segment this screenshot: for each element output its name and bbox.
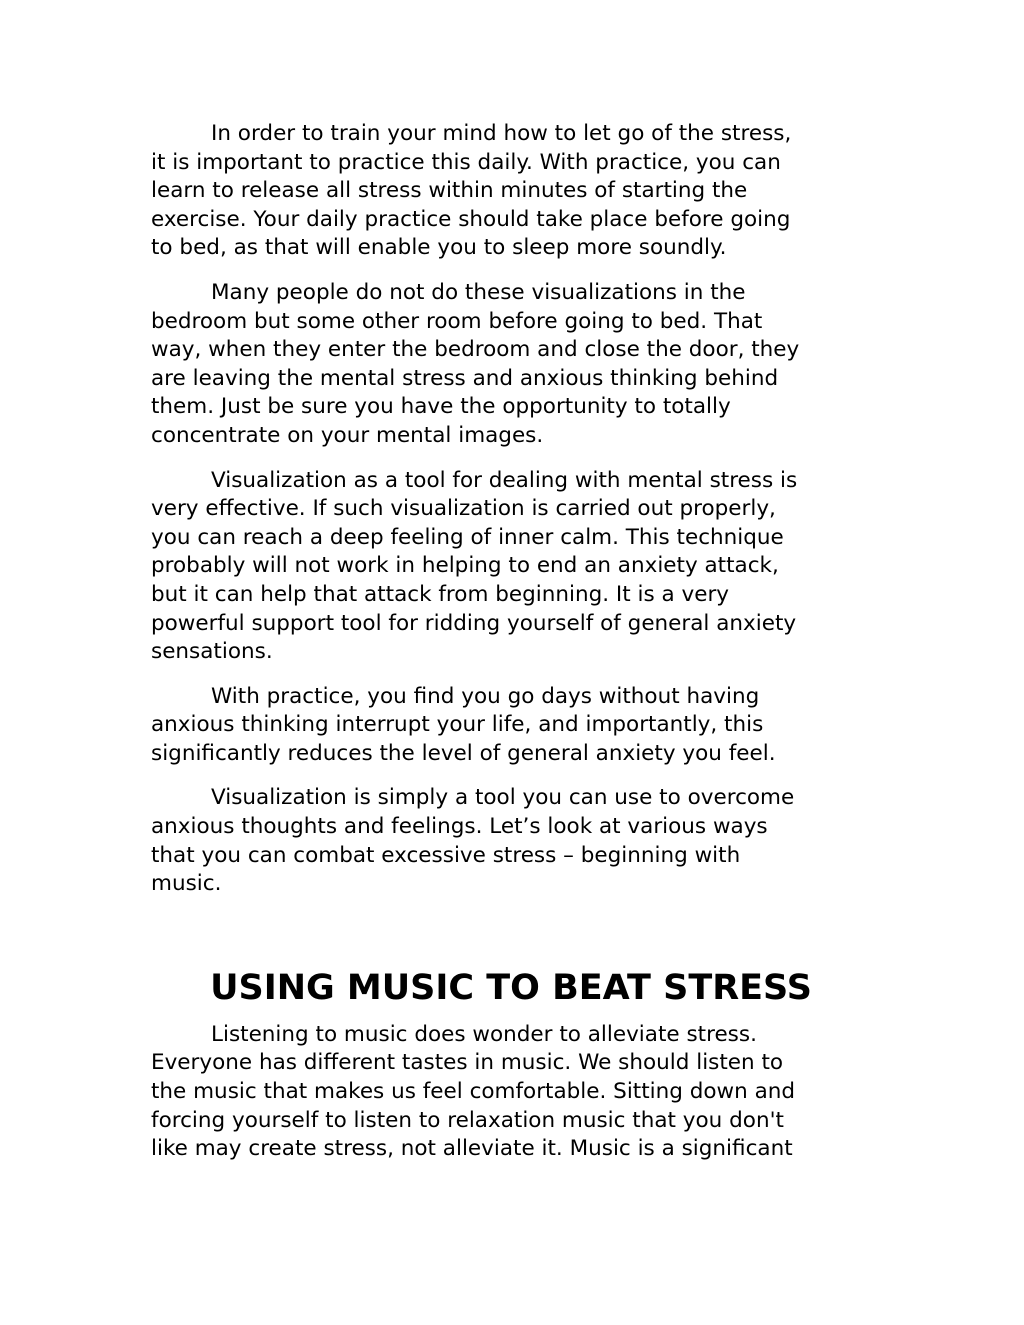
paragraph-visualization-tool: Visualization as a tool for dealing with mental stress is very effective. If such visualization is carried out properly, you can reach a deep feeling of inner calm. This technique probably will not work in helping to end an anxiety attack, but it can help that attack from beginning. It is a very powerful support tool for ridding yourself of general anxiety sensations. (151, 467, 798, 665)
paragraph-overcome-anxious: Visualization is simply a tool you can use to overcome anxious thoughts and feelings. Let’s look at various ways that you can combat excessive stress – beginning with music. (151, 785, 795, 897)
section-heading: USING MUSIC TO BEAT STRESS (210, 967, 812, 1008)
document-page (151, 120, 871, 1180)
paragraph-bedroom: Many people do not do these visualizations in the bedroom but some other room before going to bed. That way, when they enter the bedroom and close the door, they are leaving the mental stress and anxious thinking behind them. Just be sure you have the opportunity to totally concentrate on your mental images. (151, 279, 800, 448)
paragraph-listening-music: Listening to music does wonder to alleviate stress. Everyone has different tastes in music. We should listen to the music that makes us feel comfortable. Sitting down and forcing yourself to listen to relaxation music that you don't like may create stress, not alleviate it. Music is a significant (151, 1021, 796, 1162)
paragraph-practice-daily: In order to train your mind how to let go of the stress, it is important to practice this daily. With practice, you can learn to release all stress within minutes of starting the exercise. Your daily practice should take place before going to bed, as that will enable you to sleep more soundly. (151, 121, 792, 261)
paragraph-with-practice: With practice, you find you go days without having anxious thinking interrupt your life, and importantly, this significantly reduces the level of general anxiety you feel. (151, 683, 776, 766)
